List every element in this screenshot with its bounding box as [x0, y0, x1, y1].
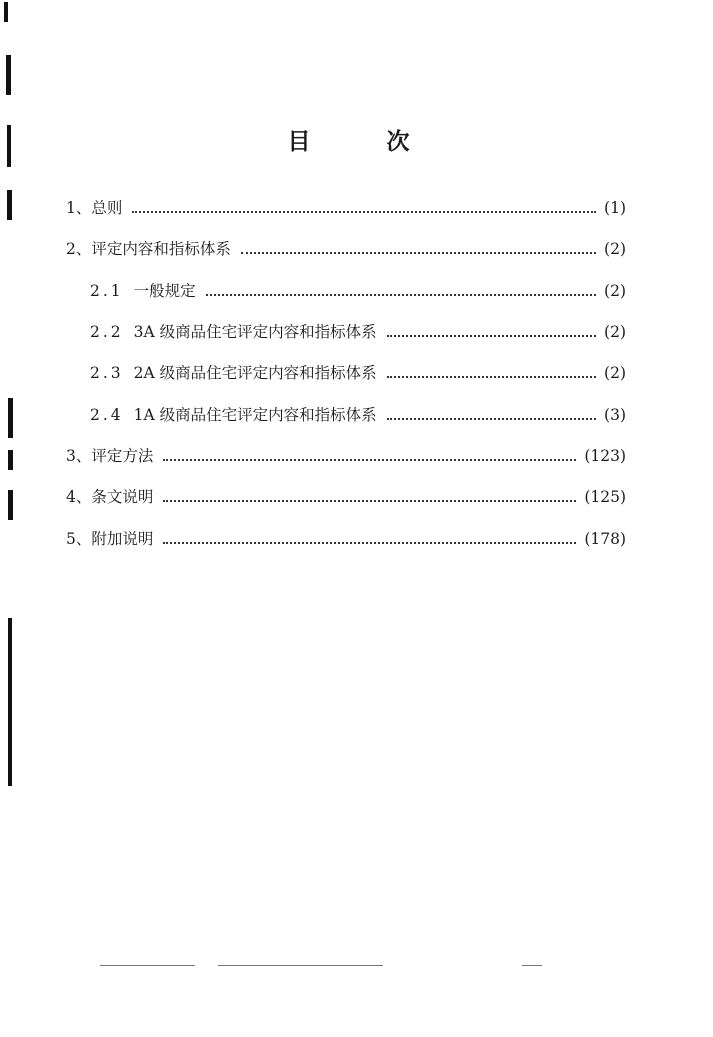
toc-entry-page: (2) [604, 364, 626, 382]
toc-entry-page: (123) [584, 447, 626, 465]
toc-subentry [90, 361, 626, 385]
toc-entry-label: 3A 级商品住宅评定内容和指标体系 [133, 323, 377, 341]
binding-mark [6, 55, 11, 95]
binding-mark [8, 450, 13, 470]
toc-entry-label: 5、附加说明 [66, 530, 154, 548]
page-title: 目 次 [287, 128, 444, 155]
toc-subentry [90, 403, 626, 427]
scan-line [522, 965, 542, 966]
dot-leader [163, 542, 576, 544]
dot-leader [132, 211, 596, 213]
dot-leader [163, 459, 576, 461]
toc-entry-page: (1) [604, 199, 626, 217]
toc-entry-number: 2.2 [90, 323, 124, 341]
toc-entry-label: 1A 级商品住宅评定内容和指标体系 [133, 406, 377, 424]
binding-mark [8, 398, 13, 438]
scan-line [218, 965, 383, 966]
toc-entry [66, 485, 626, 509]
toc-entry-page: (178) [584, 530, 626, 548]
toc-entry-number: 2.3 [90, 364, 124, 382]
toc-entry-number: 2.1 [90, 282, 124, 300]
toc-entry-page: (3) [604, 406, 626, 424]
toc-entry-page: (2) [604, 323, 626, 341]
toc-entry [66, 444, 626, 468]
toc-entry-page: (2) [604, 240, 626, 258]
dot-leader [387, 376, 596, 378]
dot-leader [206, 294, 596, 296]
toc-subentry [90, 279, 626, 303]
toc-entry-page: (125) [584, 488, 626, 506]
binding-mark [8, 618, 12, 786]
binding-mark [4, 2, 8, 22]
toc-subentry [90, 320, 626, 344]
toc-entry-label: 3、评定方法 [66, 447, 154, 465]
dot-leader [387, 418, 596, 420]
toc-entry-label: 1、总则 [66, 199, 123, 217]
toc-entry-number: 2.4 [90, 406, 124, 424]
toc-entry [66, 237, 626, 261]
binding-mark [8, 490, 13, 520]
toc-entry-label: 2、评定内容和指标体系 [66, 240, 231, 258]
scan-line [100, 965, 195, 966]
dot-leader [163, 500, 576, 502]
toc-entry-page: (2) [604, 282, 626, 300]
toc-entry-label: 一般规定 [133, 282, 196, 300]
dot-leader [241, 252, 596, 254]
toc-entry-label: 4、条文说明 [66, 488, 154, 506]
toc-entry-label: 2A 级商品住宅评定内容和指标体系 [133, 364, 377, 382]
toc-entry [66, 527, 626, 551]
toc-entry [66, 196, 626, 220]
binding-mark [7, 190, 12, 220]
dot-leader [387, 335, 596, 337]
